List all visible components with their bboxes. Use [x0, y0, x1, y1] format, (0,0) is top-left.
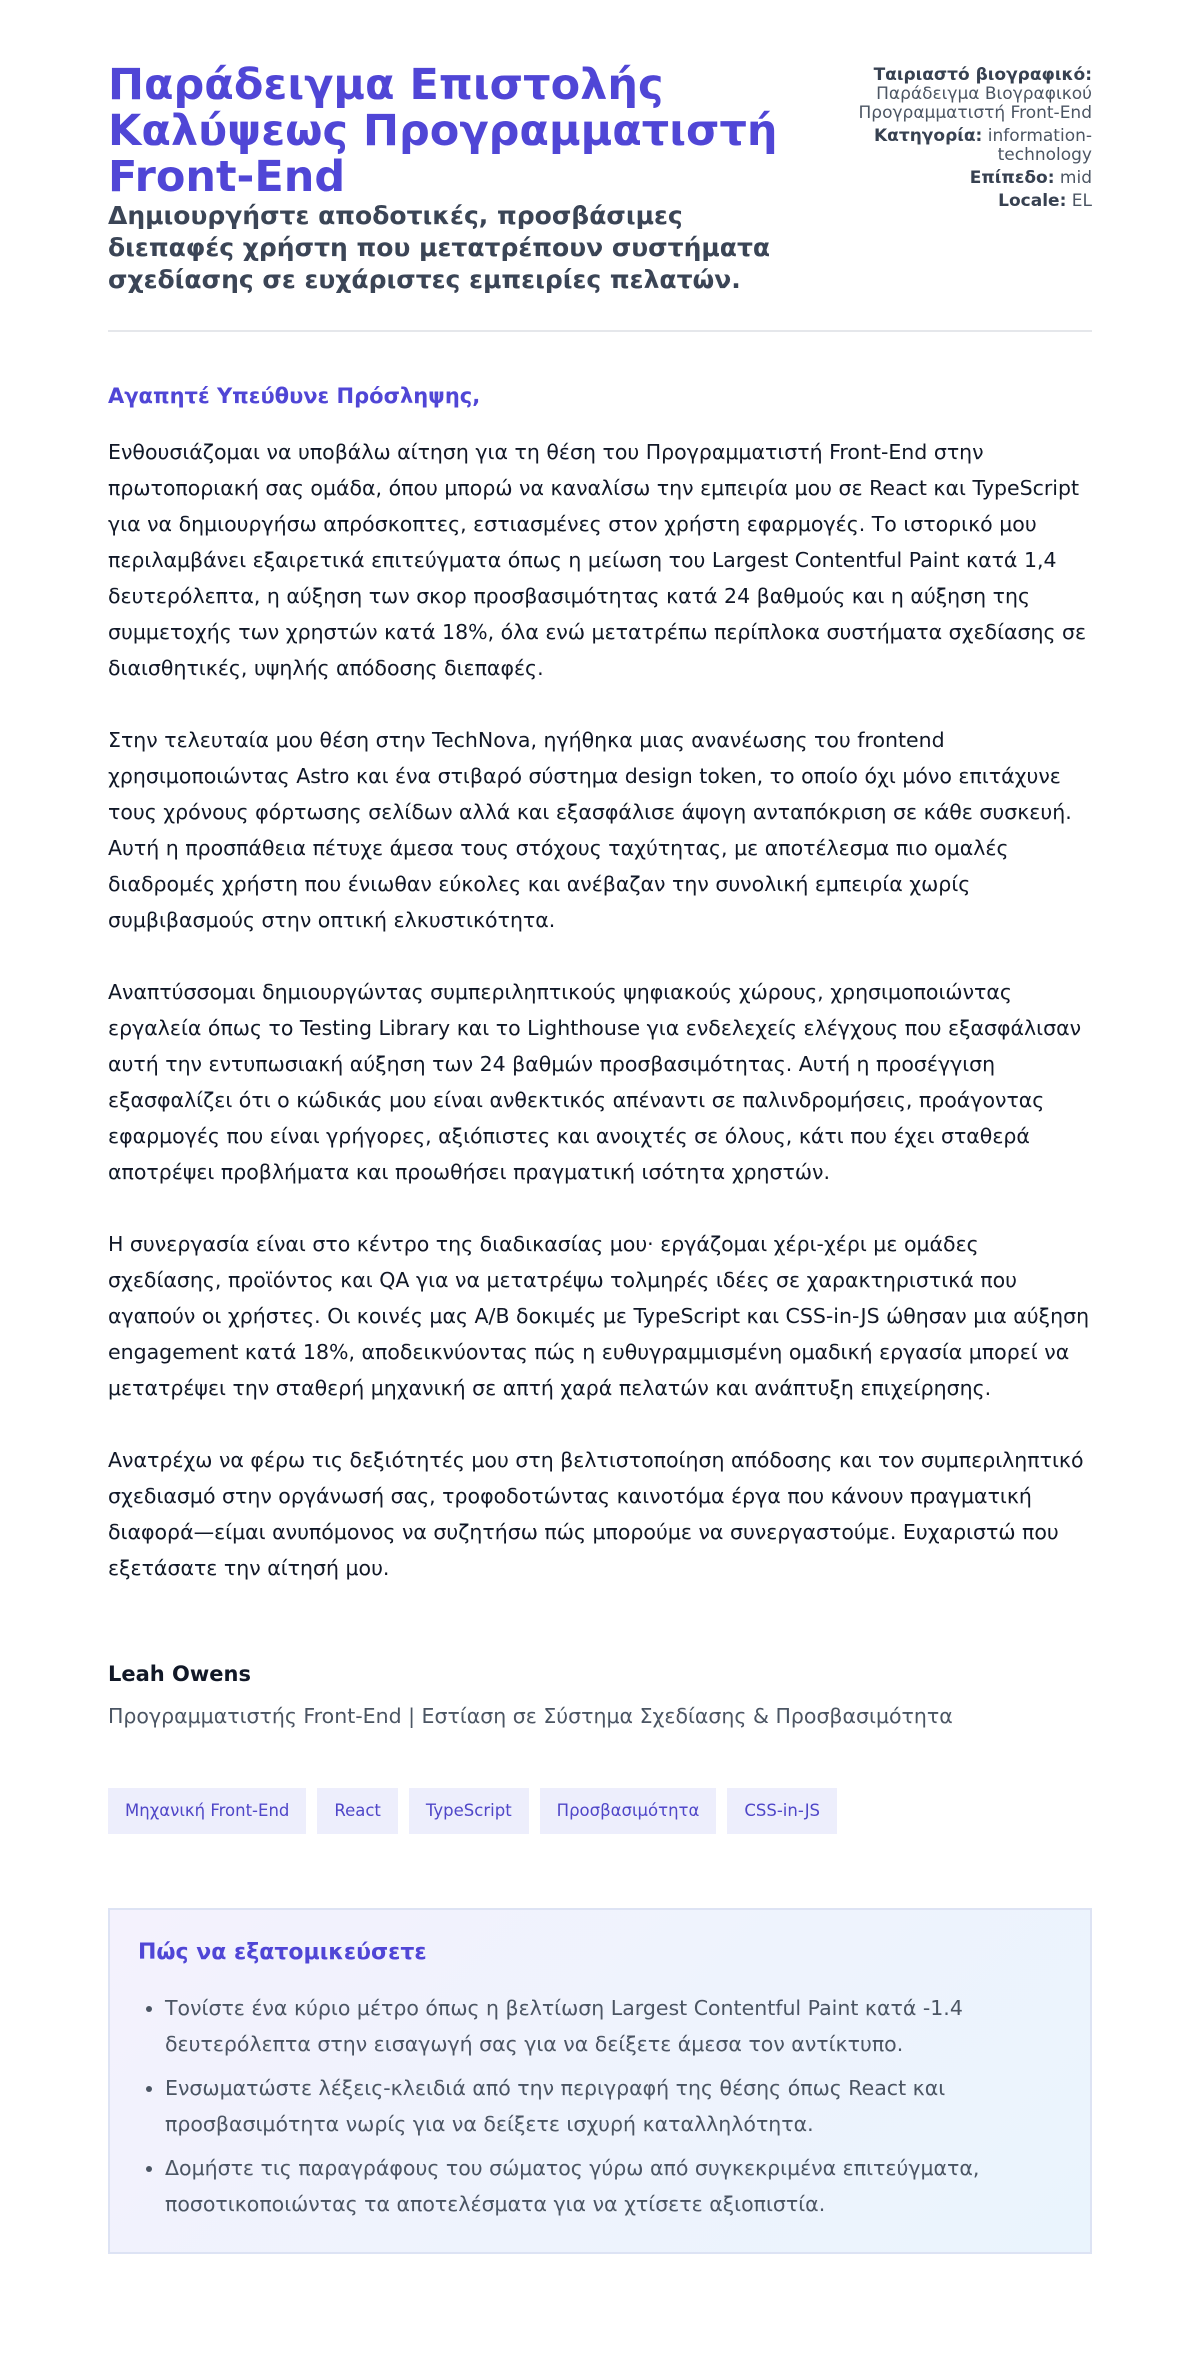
signature	[108, 1660, 1092, 1730]
letter-paragraph: Αναπτύσσομαι δημιουργώντας συμπεριληπτικούς ψηφιακούς χώρους, χρησιμοποιώντας εργαλεία όπως το Testing Library και το Lighthouse για ενδελεχείς ελέγχους που εξασφάλισαν αυτή την εντυπωσιακή αύξηση των 24 βαθμών προσβασιμότητας. Αυτή η προσέγγιση εξασφαλίζει ότι ο κώδικάς μου είναι ανθεκτικός απέναντι σε παλινδρομήσεις, προάγοντας εφαρμογές που είναι γρήγορες, αξιόπιστες και ανοιχτές σε όλους, κάτι που έχει σταθερά αποτρέψει προβλήματα και προωθήσει πραγματική ισότητα χρηστών.	[108, 980, 1082, 1184]
tips-list	[138, 1990, 1062, 2222]
letter-body	[108, 434, 1092, 1586]
tip-item: • Δομήστε τις παραγράφους του σώματος γύρω από συγκεκριμένα επιτεύγματα, ποσοτικοποιώντας τα αποτελέσματα για να χτίσετε αξιοπιστία.	[165, 2150, 1062, 2222]
header-titles	[108, 62, 808, 296]
signature-name: Leah Owens	[108, 1662, 252, 1686]
letter-paragraph: Η συνεργασία είναι στο κέντρο της διαδικασίας μου· εργάζομαι χέρι-χέρι με ομάδες σχεδίασης, προϊόντος και QA για να μετατρέψω τολμηρές ιδέες σε χαρακτηριστικά που αγαπούν οι χρήστες. Οι κοινές μας A/B δοκιμές με TypeScript και CSS-in-JS ώθησαν μια αύξηση engagement κατά 18%, αποδεικνύοντας πώς η ευθυγραμμισμένη ομαδική εργασία μπορεί να μετατρέψει την σταθερή μηχανική σε απτή χαρά πελατών και ανάπτυξη επιχείρησης.	[108, 1232, 1090, 1400]
letter-paragraph: Ενθουσιάζομαι να υποβάλω αίτηση για τη θέση του Προγραμματιστή Front-End στην πρωτοποριακή σας ομάδα, όπου μπορώ να καναλίσω την εμπειρία μου σε React και TypeScript για να δημιουργήσω απρόσκοπτες, εστιασμένες στον χρήστη εφαρμογές. Το ιστορικό μου περιλαμβάνει εξαιρετικά επιτεύγματα όπως η μείωση του Largest Contentful Paint κατά 1,4 δευτερόλεπτα, η αύξηση των σκορ προσβασιμότητας κατά 24 βαθμούς και η αύξηση της συμμετοχής των χρηστών κατά 18%, όλα ενώ μετατρέπω περίπλοκα συστήματα σχεδίασης σε διαισθητικές, υψηλής απόδοσης διεπαφές.	[108, 440, 1087, 680]
customization-tips-box	[108, 1908, 1092, 2254]
skill-tag: CSS-in-JS	[727, 1788, 837, 1834]
skill-tag: React	[317, 1788, 398, 1834]
meta-locale-label: Locale:	[998, 191, 1067, 211]
meta-resume	[832, 66, 1092, 123]
signature-role: Προγραμματιστής Front-End | Εστίαση σε Σύστημα Σχεδίασης & Προσβασιμότητα	[108, 1704, 953, 1728]
letter-paragraph: Ανατρέχω να φέρω τις δεξιότητές μου στη βελτιστοποίηση απόδοσης και τον συμπεριληπτικό σχεδιασμό στην οργάνωσή σας, τροφοδοτώντας καινοτόμα έργα που κάνουν πραγματική διαφορά—είμαι ανυπόμονος να συζητήσω πώς μπορούμε να συνεργαστούμε. Ευχαριστώ που εξετάσατε την αίτησή μου.	[108, 1448, 1084, 1580]
tip-item: • Ενσωματώστε λέξεις-κλειδιά από την περιγραφή της θέσης όπως React και προσβασιμότητα νωρίς για να δείξετε ισχυρή καταλληλότητα.	[165, 2070, 1062, 2142]
meta-category-label: Κατηγορία:	[874, 126, 983, 146]
skill-tags	[108, 1788, 1092, 1834]
skill-tag: Προσβασιμότητα	[540, 1788, 717, 1834]
page-subtitle: Δημιουργήστε αποδοτικές, προσβάσιμες διεπαφές χρήστη που μετατρέπουν συστήματα σχεδίασης σε ευχάριστες εμπειρίες πελατών.	[108, 201, 771, 294]
tip-item: • Τονίστε ένα κύριο μέτρο όπως η βελτίωση Largest Contentful Paint κατά -1.4 δευτερόλεπτα στην εισαγωγή σας για να δείξετε άμεσα τον αντίκτυπο.	[165, 1990, 1062, 2062]
meta-category	[832, 127, 1092, 165]
letter	[108, 382, 1092, 1586]
meta-level-value: mid	[1059, 168, 1092, 188]
page-header	[108, 0, 1092, 332]
page-title: Παράδειγμα Επιστολής Καλύψεως Προγραμματιστή Front-End	[108, 60, 778, 202]
skill-tag: Μηχανική Front-End	[108, 1788, 306, 1834]
meta-resume-value: Παράδειγμα Βιογραφικού Προγραμματιστή Front-End	[858, 84, 1092, 123]
skill-tag: TypeScript	[409, 1788, 529, 1834]
meta-locale	[832, 192, 1092, 211]
letter-paragraph: Στην τελευταία μου θέση στην TechNova, ηγήθηκα μιας ανανέωσης του frontend χρησιμοποιώντας Astro και ένα στιβαρό σύστημα design token, το οποίο όχι μόνο επιτάχυνε τους χρόνους φόρτωσης σελίδων αλλά και εξασφάλισε άψογη ανταπόκριση σε κάθε συσκευή. Αυτή η προσπάθεια πέτυχε άμεσα τους στόχους ταχύτητας, με αποτέλεσμα πιο ομαλές διαδρομές χρήστη που ένιωθαν εύκολες και ανέβαζαν την συνολική εμπειρία χωρίς συμβιβασμούς στην οπτική ελκυστικότητα.	[108, 728, 1072, 932]
tips-title: Πώς να εξατομικεύσετε	[138, 1940, 427, 1965]
letter-greeting: Αγαπητέ Υπεύθυνε Πρόσληψης,	[108, 384, 481, 408]
meta-panel	[832, 62, 1092, 215]
meta-category-value: information-technology	[987, 126, 1092, 165]
meta-level	[832, 169, 1092, 188]
meta-locale-value: EL	[1071, 191, 1092, 211]
meta-resume-label: Ταιριαστό βιογραφικό:	[873, 65, 1092, 85]
meta-level-label: Επίπεδο:	[969, 168, 1055, 188]
